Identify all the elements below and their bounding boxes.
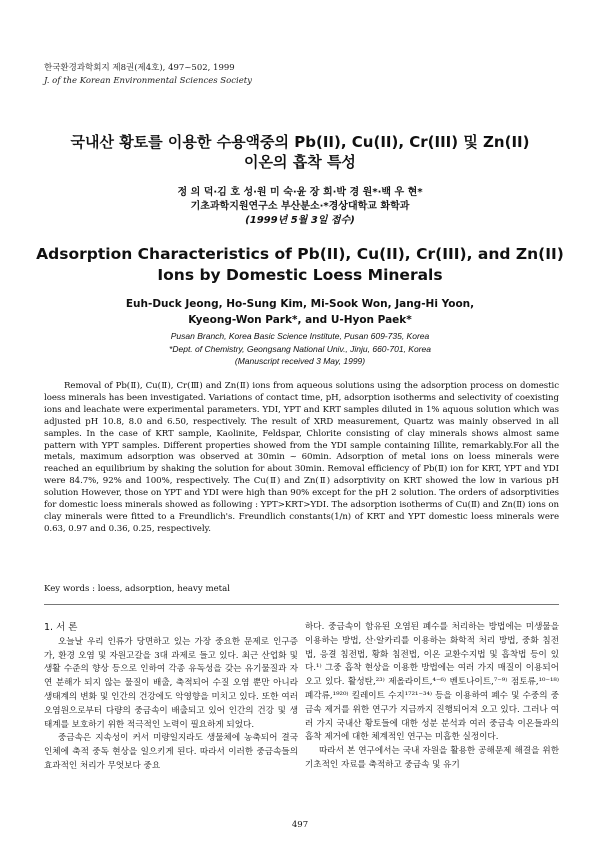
section-divider	[44, 604, 559, 605]
intro-paragraph-2: 중금속은 지속성이 커서 미량일지라도 생물체에 농축되어 결국 인체에 축적 중독 현상을 일으키게 된다. 따라서 이러한 중금속들의 효과적인 처리가 무엇보다 중요	[44, 733, 298, 771]
keywords: Key words : loess, adsorption, heavy metal	[44, 584, 230, 594]
journal-english: J. of the Korean Environmental Sciences Society	[44, 76, 252, 86]
intro-paragraph-4: 따라서 본 연구에서는 국내 자원을 활용한 공해문제 해결을 위한 기초적인 자료를 축적하고 중금속 및 유기	[305, 746, 559, 770]
korean-affiliation: 기초과학지원연구소 부산분소·*경상대학교 화학과	[190, 201, 410, 212]
journal-korean: 한국환경과학회지 제8권(제4호), 497~502, 1999	[44, 63, 235, 73]
intro-paragraph-3: 하다. 중금속이 함유된 오염된 폐수를 처리하는 방법에는 미생물을 이용하는 방법, 산·알카리를 이용하는 화학적 처리 방법, 중화 침전법, 응결 침전법, 황화 침전법, 이온 교환수지법 및 흡착법 등이 있다.¹⁾ 그중 흡착 현상을 이용한 방법에는 여러 가지 매질이 이용되어 오고 있다. 활성탄,²³⁾ 제올라이트,⁴⁻⁶⁾ 벤토나이트,⁷⁻⁹⁾ 점토류,¹⁰⁻¹⁸⁾ 폐각류,¹⁹²⁰⁾ 킬레이트 수지¹⁷²¹⁻³⁴⁾ 등을 이용하여 폐수 및 수중의 중금속 제거를 위한 연구가 지금까지 진행되어져 오고 있다. 그러나 여러 가지 국내산 황토들에 대한 성분 분석과 여러 중금속 이온들과의 흡착 제거에 대한 체계적인 연구는 미흡한 실정이다.	[305, 622, 559, 743]
korean-received: (1999년 5월 3일 접수)	[245, 215, 355, 226]
korean-authors-block	[0, 186, 600, 228]
korean-title	[0, 132, 600, 172]
english-title-line2: Ions by Domestic Loess Minerals	[157, 266, 443, 284]
korean-title-line1: 국내산 황토를 이용한 수용액중의 Pb(II), Cu(II), Cr(III) 및 Zn(II)	[70, 133, 530, 151]
english-title	[0, 244, 600, 286]
manuscript-received: (Manuscript received 3 May, 1999)	[234, 356, 366, 366]
affiliation-line2: *Dept. of Chemistry, Geongsang National Univ., Jinju, 660-701, Korea	[169, 343, 431, 354]
english-authors	[0, 296, 600, 328]
english-authors-line1: Euh-Duck Jeong, Ho-Sung Kim, Mi-Sook Won, Jang-Hi Yoon,	[125, 298, 475, 310]
affiliations	[0, 330, 600, 368]
korean-authors: 정 의 덕·김 호 성·원 미 숙·윤 장 희·박 경 원*·백 우 현*	[177, 187, 423, 198]
body-column-left	[44, 621, 298, 774]
english-title-line1: Adsorption Characteristics of Pb(II), Cu(II), Cr(III), and Zn(II)	[36, 245, 564, 263]
english-authors-line2: Kyeong-Won Park*, and U-Hyon Paek*	[188, 314, 412, 326]
korean-title-line2: 이온의 흡착 특성	[244, 153, 356, 171]
affiliation-line1: Pusan Branch, Korea Basic Science Institute, Pusan 609-735, Korea	[170, 331, 430, 341]
section-heading-introduction: 1. 서 론	[44, 622, 78, 633]
journal-header	[44, 62, 252, 88]
intro-paragraph-1: 오늘날 우리 인류가 당면하고 있는 가장 중요한 문제로 인구증가, 환경 오염 및 자원고갈을 3대 과제로 들고 있다. 최근 산업화 및 생활 수준의 향상 등으로 인하여 각종 유독성을 갖는 유기물질과 자연 분해가 되지 않는 물질이 배출, 축적되어 수질 오염 뿐만 아니라 생태계의 변화 및 인간의 건강에도 악영향을 미치고 있다. 또한 여러 오염원으로부터 다량의 중금속이 배출되고 있어 인간의 건강 및 생태계를 보호하기 위한 적극적인 노력이 필요하게 되었다.	[44, 636, 298, 730]
abstract: Removal of Pb(Ⅱ), Cu(Ⅱ), Cr(Ⅲ) and Zn(Ⅱ) ions from aqueous solutions using the adsorption process on domestic loess minerals has been investigated. Variations of contact time, pH, adsorption isotherms and selectivity of coexisting ions and leachate were experimental parameters. YDI, YPT and KRT samples diluted in 1% aquous solution which was adjusted pH 10.8, 8.0 and 6.50, respectively. The result of XRD measurement, Quartz was mainly observed in all samples. In the case of KRT sample, Kaolinite, Feldspar, Chlorite consisting of clay minerals shows almost same pattern with YPT samples. Different properties showed from the YDI sample containing Iillite, remarkably.For all the metals, maximum adsorption was observed at 30min ~ 60min. Adsorption of metal ions on loess minerals were reached an equilibrium by shaking the solution for about 30min. Removal efficiency of Pb(Ⅱ) ion for KRT, YPT and YDI were 84.7%, 92% and 100%, respectively. The Cu(Ⅱ) and Zn(Ⅱ) adsorptivity on KRT showed the low in various pH solution However, those on YPT and YDI were high than 90% except for the pH 2 solution. The orders of adsorptivities for domestic loess minerals showed as following : YPT>KRT>YDI. The adsorption isotherms of Cu(Ⅱ) and Zn(Ⅱ) ions on clay minerals were fitted to a Freundlich's. Freundlich constants(1/n) of KRT and YPT domestic loess minerals were 0.63, 0.97 and 0.36, 0.25, respectively.	[44, 381, 559, 534]
body-column-right	[305, 621, 559, 773]
page-number: 497	[291, 820, 309, 830]
